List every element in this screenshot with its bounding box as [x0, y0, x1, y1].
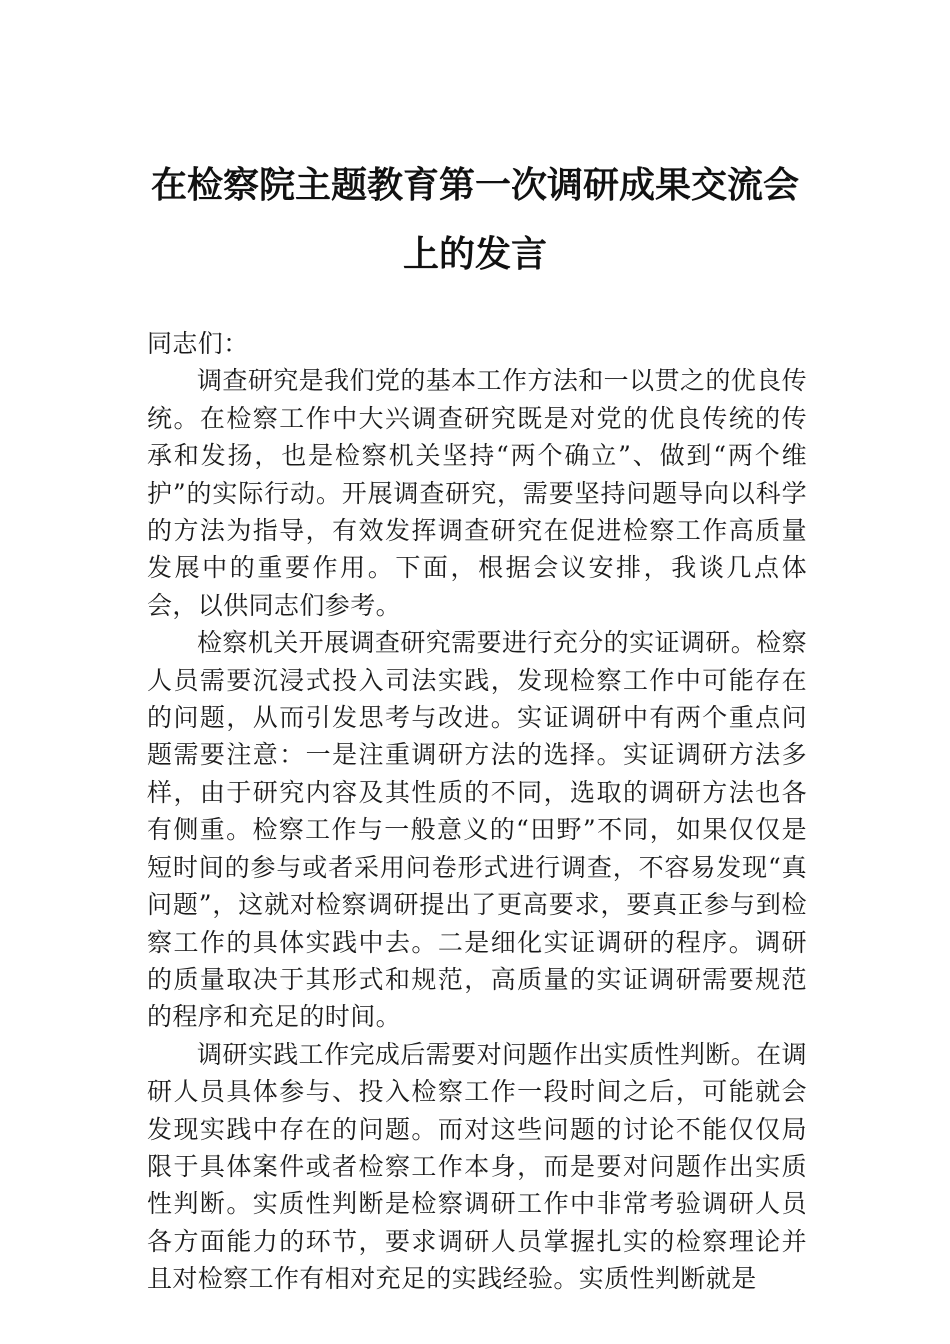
paragraph-2: 检察机关开展调查研究需要进行充分的实证调研。检察人员需要沉浸式投入司法实践，发现检察工作中可能存在的问题，从而引发思考与改进。实证调研中有两个重点问题需要注意：一是注重调研方法的选择。实证调研方法多样，由于研究内容及其性质的不同，选取的调研方法也各有侧重。检察工作与一般意义的“田野”不同，如果仅仅是短时间的参与或者采用问卷形式进行调查，不容易发现“真问题”，这就对检察调研提出了更高要求，要真正参与到检察工作的具体实践中去。二是细化实证调研的程序。调研的质量取决于其形式和规范，高质量的实证调研需要规范的程序和充足的时间。 [147, 628, 807, 1032]
paragraph-1: 调查研究是我们党的基本工作方法和一以贯之的优良传统。在检察工作中大兴调查研究既是对党的优良传统的传承和发扬，也是检察机关坚持“两个确立”、做到“两个维护”的实际行动。开展调查研究，需要坚持问题导向以科学的方法为指导，有效发挥调查研究在促进检察工作高质量发展中的重要作用。下面，根据会议安排，我谈几点体会，以供同志们参考。 [147, 366, 807, 620]
salutation: 同志们： [147, 329, 249, 358]
paragraph-3: 调研实践工作完成后需要对问题作出实质性判断。在调研人员具体参与、投入检察工作一段时间之后，可能就会发现实践中存在的问题。而对这些问题的讨论不能仅仅局限于具体案件或者检察工作本身，而是要对问题作出实质性判断。实质性判断是检察调研工作中非常考验调研人员各方面能力的环节，要求调研人员掌握扎实的检察理论并且对检察工作有相对充足的实践经验。实质性判断就是 [147, 1039, 807, 1294]
document-title-line-1: 在检察院主题教育第一次调研成果交流会 [150, 164, 799, 206]
document-body [147, 325, 807, 1298]
document-title-line-2: 上的发言 [402, 233, 547, 275]
